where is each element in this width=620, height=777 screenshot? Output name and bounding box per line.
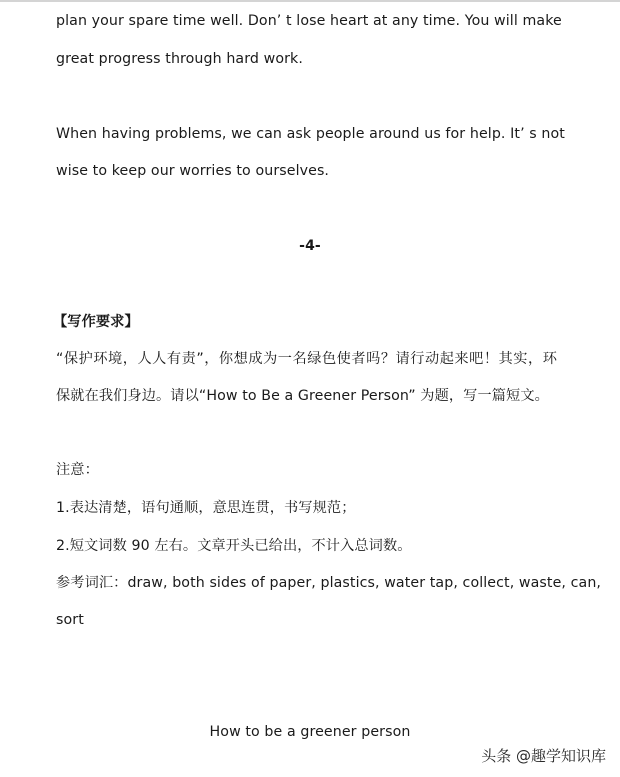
- writing-task-heading: 【写作要求】: [53, 314, 139, 330]
- top-divider: [0, 0, 620, 2]
- paragraph-2-line-2: wise to keep our worries to ourselves.: [56, 163, 330, 179]
- paragraph-2-line-1: When having problems, we can ask people around us for help. It’ s not: [56, 126, 565, 142]
- paragraph-1-line-2: great progress through hard work.: [56, 51, 303, 67]
- vocabulary-line-1: 参考词汇：draw, both sides of paper, plastics, water tap, collect, waste, can,: [56, 575, 602, 591]
- note-2: 2.短文词数 90 左右。文章开头已给出，不计入总词数。: [56, 538, 412, 554]
- note-1: 1.表达清楚，语句通顺，意思连贯，书写规范；: [56, 500, 356, 516]
- paragraph-1-line-1: plan your spare time well. Don’ t lose heart at any time. You will make: [56, 13, 562, 29]
- page-number: -4-: [299, 238, 321, 254]
- notes-label: 注意：: [56, 462, 99, 478]
- writing-prompt-line-1: “保护环境，人人有责”，你想成为一名绿色使者吗？请行动起来吧！其实，环: [56, 351, 557, 367]
- essay-title: How to be a greener person: [209, 724, 411, 740]
- watermark: 头条 @趣学知识库: [481, 747, 606, 765]
- writing-prompt-line-2: 保就在我们身边。请以“How to Be a Greener Person” 为题，写一篇短文。: [56, 388, 549, 404]
- vocabulary-line-2: sort: [56, 612, 84, 628]
